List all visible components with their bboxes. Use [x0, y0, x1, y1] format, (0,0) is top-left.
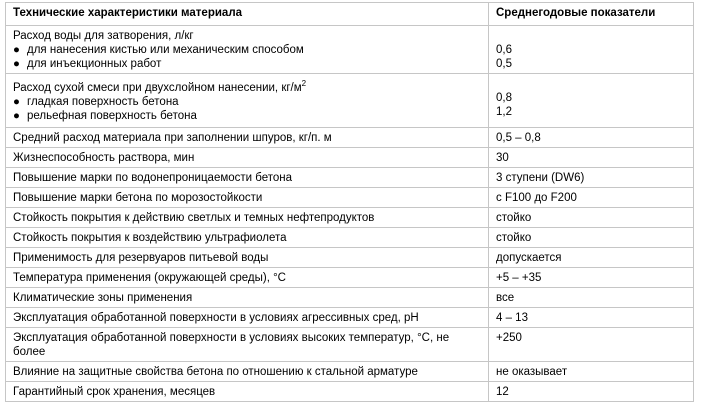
row-value: 12	[489, 382, 694, 402]
value-item: 1,2	[496, 106, 512, 118]
table-row	[6, 328, 694, 362]
row-label	[6, 26, 489, 74]
table-row	[6, 188, 694, 208]
bullet-icon: ●	[13, 110, 20, 122]
list-item: ● гладкая поверхность бетона	[13, 96, 179, 108]
row-label: Температура применения (окружающей среды), °С	[6, 268, 489, 288]
value-item: 0,6	[496, 44, 512, 56]
row-value	[489, 74, 694, 128]
row-label: Климатические зоны применения	[6, 288, 489, 308]
row-title: Расход воды для затворения, л/кг	[13, 30, 194, 42]
value-item: 0,8	[496, 92, 512, 104]
row-value: 30	[489, 148, 694, 168]
table-header-row	[6, 3, 694, 26]
characteristics-table	[5, 2, 694, 402]
row-label: Средний расход материала при заполнении шпуров, кг/п. м	[6, 128, 489, 148]
row-label: Гарантийный срок хранения, месяцев	[6, 382, 489, 402]
row-value: не оказывает	[489, 362, 694, 382]
list-item: ● для инъекционных работ	[13, 58, 162, 70]
row-value: +250	[489, 328, 694, 362]
table-row	[6, 228, 694, 248]
row-label: Жизнеспособность раствора, мин	[6, 148, 489, 168]
row-value: +5 – +35	[489, 268, 694, 288]
row-label: Повышение марки по водонепроницаемости бетона	[6, 168, 489, 188]
row-label: Повышение марки бетона по морозостойкости	[6, 188, 489, 208]
list-item: ● для нанесения кистью или механическим способом	[13, 44, 304, 56]
header-average-values: Среднегодовые показатели	[489, 3, 694, 26]
bullet-icon: ●	[13, 96, 20, 108]
row-value: 3 ступени (DW6)	[489, 168, 694, 188]
table-row	[6, 128, 694, 148]
row-label: Применимость для резервуаров питьевой воды	[6, 248, 489, 268]
table-row	[6, 148, 694, 168]
row-label: Стойкость покрытия к воздействию ультрафиолета	[6, 228, 489, 248]
row-value: с F100 до F200	[489, 188, 694, 208]
table-row	[6, 248, 694, 268]
row-label: Влияние на защитные свойства бетона по отношению к стальной арматуре	[6, 362, 489, 382]
row-value: все	[489, 288, 694, 308]
table-row	[6, 26, 694, 74]
row-label: Эксплуатация обработанной поверхности в условиях высоких температур, °С, не более	[6, 328, 489, 362]
bullet-icon: ●	[13, 58, 20, 70]
header-characteristics: Технические характеристики материала	[6, 3, 489, 26]
row-value: стойко	[489, 228, 694, 248]
row-label	[6, 74, 489, 128]
superscript: 2	[301, 79, 307, 88]
table-row	[6, 308, 694, 328]
row-title: Расход сухой смеси при двухслойном нанесении, $кг/м^2$	[13, 79, 307, 94]
table-row	[6, 382, 694, 402]
value-item: 0,5	[496, 58, 512, 70]
table-row	[6, 362, 694, 382]
row-label: Стойкость покрытия к действию светлых и темных нефтепродуктов	[6, 208, 489, 228]
list-item: ● рельефная поверхность бетона	[13, 110, 197, 122]
table-row	[6, 74, 694, 128]
table-row	[6, 288, 694, 308]
row-value: 0,5 – 0,8	[489, 128, 694, 148]
table-row	[6, 168, 694, 188]
row-value: стойко	[489, 208, 694, 228]
table-row	[6, 208, 694, 228]
row-value: допускается	[489, 248, 694, 268]
bullet-icon: ●	[13, 44, 20, 56]
row-value	[489, 26, 694, 74]
row-value: 4 – 13	[489, 308, 694, 328]
table-row	[6, 268, 694, 288]
row-label: Эксплуатация обработанной поверхности в условиях агрессивных сред, pH	[6, 308, 489, 328]
